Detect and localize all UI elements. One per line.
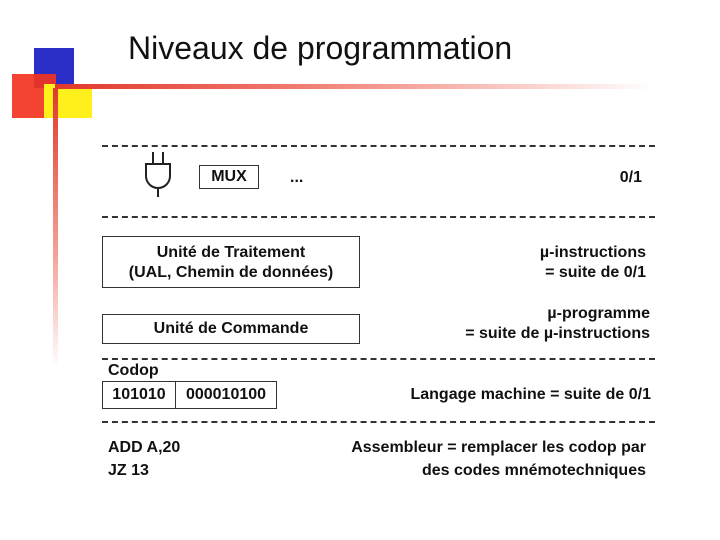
asm-line2: JZ 13 [108,462,149,479]
separator-top [102,145,655,147]
ut-description [400,243,646,283]
mux-label: MUX [211,168,247,185]
asm-code [108,436,180,482]
machine-code-box [102,381,277,409]
codop-label: Codop [108,362,159,379]
unite-traitement-box [102,236,360,288]
ut-right1: µ-instructions [539,244,646,261]
asm-description [300,436,646,482]
row1-bits: 0/1 [619,169,642,186]
uc-right2: = suite de µ-instructions [465,325,650,342]
asm-line1: ADD A,20 [108,439,181,456]
uc-label: Unité de Commande [153,320,309,337]
codop-cell: 101010 [103,382,176,408]
decor-horizontal-line [55,84,655,89]
decor-yellow-square [44,84,92,118]
asm-desc1: Assembleur = remplacer les codop par [351,439,646,456]
and-gate-icon [140,150,176,198]
separator-2 [102,216,655,218]
ut-line2: (UAL, Chemin de données) [128,264,334,281]
uc-description [400,304,650,344]
machine-description: Langage machine = suite de 0/1 [410,386,651,403]
mux-box [199,165,259,189]
asm-desc2: des codes mnémotechniques [421,462,646,479]
operand-cell: 000010100 [185,386,267,403]
row1-ellipsis: ... [290,169,304,186]
slide-title: Niveaux de programmation [128,30,513,66]
unite-commande-box [102,314,360,344]
separator-4 [102,421,655,423]
separator-3 [102,358,655,360]
ut-line1: Unité de Traitement [156,244,306,261]
uc-right1: µ-programme [547,305,650,322]
ut-right2: = suite de 0/1 [545,264,646,281]
decor-vertical-line [53,88,58,368]
